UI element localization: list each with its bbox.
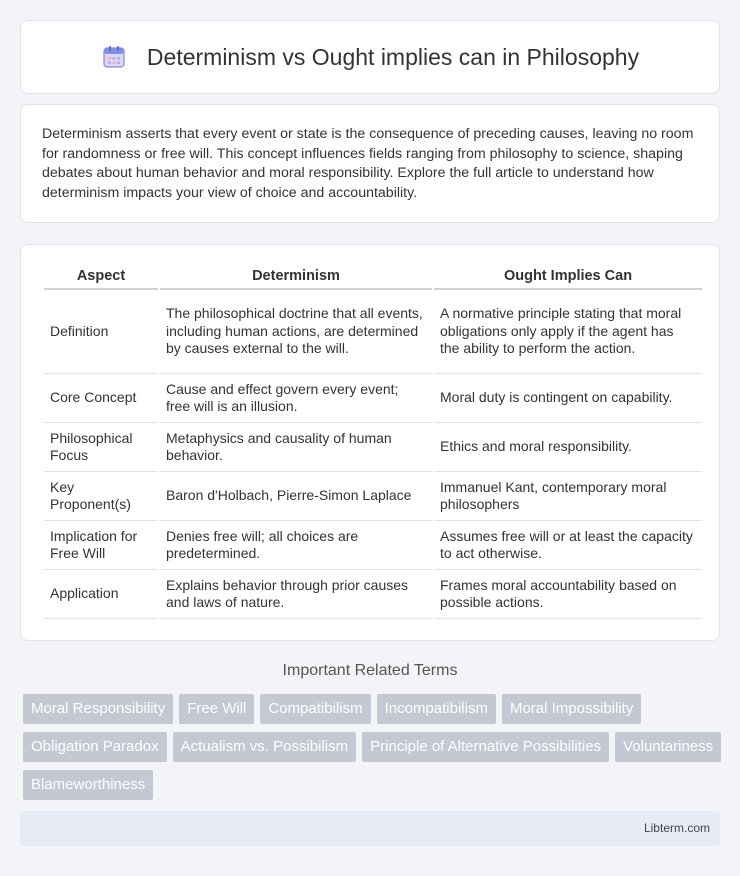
table-header-row [44,265,702,290]
related-terms-heading: Important Related Terms [282,662,458,679]
header-aspect: Aspect [44,265,158,290]
table-row [44,472,702,521]
row-determinism: Metaphysics and causality of human behavior. [160,423,432,472]
row-aspect: Application [44,570,158,619]
table-row [44,521,702,570]
row-ought-implies-can: A normative principle stating that moral obligations only apply if the agent has the ability to perform the action. [434,290,702,374]
comparison-card [20,244,720,641]
tag-moral-impossibility[interactable]: Moral Impossibility [502,694,641,724]
row-aspect: Key Proponent(s) [44,472,158,521]
calendar-icon [101,44,127,70]
row-determinism: Denies free will; all choices are predetermined. [160,521,432,570]
tag-obligation-paradox[interactable]: Obligation Paradox [23,732,167,762]
footer [20,811,720,846]
comparison-table [42,265,704,619]
title-card [20,20,720,94]
intro-card [20,104,720,223]
tag-voluntariness[interactable]: Voluntariness [615,732,721,762]
tag-principle-of-alternative-possibilities[interactable]: Principle of Alternative Possibilities [362,732,609,762]
row-determinism: Baron d'Holbach, Pierre-Simon Laplace [160,472,432,521]
tag-incompatibilism[interactable]: Incompatibilism [377,694,496,724]
row-ought-implies-can: Moral duty is contingent on capability. [434,374,702,423]
row-aspect: Definition [44,290,158,374]
tag-moral-responsibility[interactable]: Moral Responsibility [23,694,173,724]
header-determinism: Determinism [160,265,432,290]
table-row [44,290,702,374]
table-row [44,423,702,472]
page-title: Determinism vs Ought implies can in Philosophy [146,43,640,70]
row-ought-implies-can: Ethics and moral responsibility. [434,423,702,472]
header-ought-implies-can: Ought Implies Can [434,265,702,290]
row-aspect: Implication for Free Will [44,521,158,570]
row-aspect: Core Concept [44,374,158,423]
tag-blameworthiness[interactable]: Blameworthiness [23,770,153,800]
footer-brand-link[interactable]: Libterm.com [643,821,710,835]
related-terms-tags [23,694,723,800]
intro-text: Determinism asserts that every event or state is the consequence of preceding causes, leaving no room for randomness or free will. This concept influences fields ranging from philosophy to science, shaping debates about human behavior and moral responsibility. Explore the full article to understand how determinism impacts your view of choice and accountability. [42,126,694,201]
row-ought-implies-can: Assumes free will or at least the capacity to act otherwise. [434,521,702,570]
row-determinism: The philosophical doctrine that all events, including human actions, are determined by causes external to the will. [160,290,432,374]
row-determinism: Cause and effect govern every event; free will is an illusion. [160,374,432,423]
row-ought-implies-can: Frames moral accountability based on possible actions. [434,570,702,619]
tag-actualism-vs-possibilism[interactable]: Actualism vs. Possibilism [173,732,357,762]
row-ought-implies-can: Immanuel Kant, contemporary moral philosophers [434,472,702,521]
tag-free-will[interactable]: Free Will [179,694,254,724]
row-aspect: Philosophical Focus [44,423,158,472]
tag-compatibilism[interactable]: Compatibilism [260,694,370,724]
table-row [44,374,702,423]
table-row [44,570,702,619]
row-determinism: Explains behavior through prior causes and laws of nature. [160,570,432,619]
